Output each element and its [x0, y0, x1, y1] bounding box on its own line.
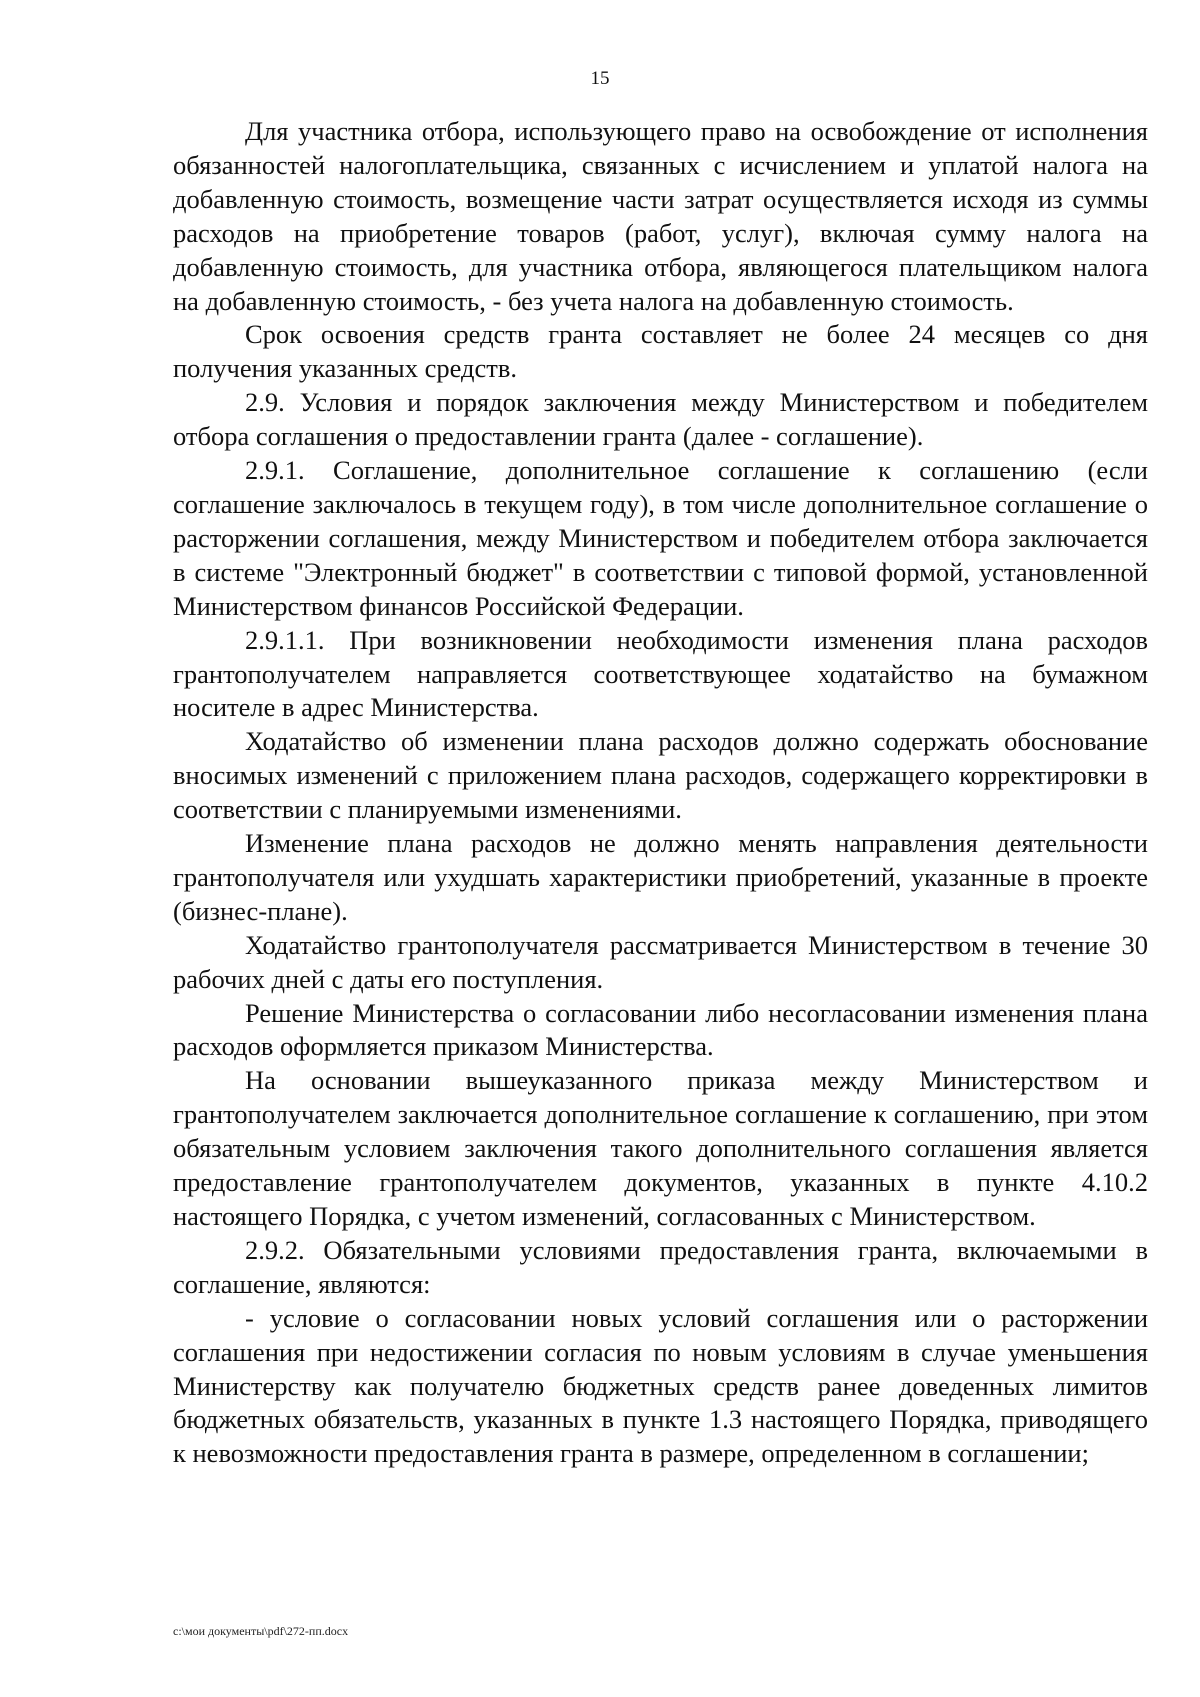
- paragraph-additional-agreement: На основании вышеуказанного приказа между Министерством и грантополучателем заключается дополнительное соглашение к соглашению, при этом обязательным условием заключения такого дополнительного соглашения является предоставление грантополучателем документов, указанных в пункте 4.10.2 настоящего Порядка, с учетом изменений, согласованных с Министерством.: [173, 1065, 1148, 1231]
- paragraph-2-9-1-1: 2.9.1.1. При возникновении необходимости изменения плана расходов грантополучателем направляется соответствующее ходатайство на бумажном носителе в адрес Министерства.: [173, 624, 1148, 723]
- paragraph-vat-reimbursement: Для участника отбора, использующего право на освобождение от исполнения обязанностей налогоплательщика, связанных с исчислением и уплатой налога на добавленную стоимость, возмещение части затрат осуществляется исходя из суммы расходов на приобретение товаров (работ, услуг), включая сумму налога на добавленную стоимость, для участника отбора, являющегося плательщиком налога на добавленную стоимость, - без учета налога на добавленную стоимость.: [173, 116, 1148, 316]
- paragraph-2-9-1: 2.9.1. Соглашение, дополнительное соглашение к соглашению (если соглашение заключалось в текущем году), в том числе дополнительное соглашение о расторжении соглашения, между Министерством и победителем отбора заключается в системе "Электронный бюджет" в соответствии с типовой формой, установленной Министерством финансов Российской Федерации.: [173, 455, 1148, 621]
- paragraph-review-period: Ходатайство грантополучателя рассматривается Министерством в течение 30 рабочих дней с даты его поступления.: [173, 929, 1148, 994]
- paragraph-petition-content: Ходатайство об изменении плана расходов должно содержать обоснование вносимых изменений с приложением плана расходов, содержащего корректировки в соответствии с планируемыми изменениями.: [173, 726, 1148, 825]
- paragraph-2-9: 2.9. Условия и порядок заключения между Министерством и победителем отбора соглашения о предоставлении гранта (далее - соглашение).: [173, 387, 1148, 452]
- paragraph-condition-limits: - условие о согласовании новых условий соглашения или о расторжении соглашения при недостижении согласия по новым условиям в случае уменьшения Министерству как получателю бюджетных средств ранее доведенных лимитов бюджетных обязательств, указанных в пункте 1.3 настоящего Порядка, приводящего к невозможности предоставления гранта в размере, определенном в соглашении;: [173, 1302, 1148, 1469]
- page-number: 15: [590, 68, 610, 89]
- footer-file-path: c:\мои документы\pdf\272-пп.docx: [173, 1624, 349, 1638]
- paragraph-plan-change-limits: Изменение плана расходов не должно менять направления деятельности грантополучателя или ухудшать характеристики приобретений, указанные в проекте (бизнес-плане).: [173, 828, 1148, 926]
- document-body: [173, 115, 1148, 1471]
- paragraph-decision: Решение Министерства о согласовании либо несогласовании изменения плана расходов оформляется приказом Министерства.: [173, 997, 1148, 1062]
- paragraph-grant-term: Срок освоения средств гранта составляет не более 24 месяцев со дня получения указанных средств.: [173, 319, 1148, 384]
- paragraph-2-9-2: 2.9.2. Обязательными условиями предоставления гранта, включаемыми в соглашение, являются:: [173, 1234, 1148, 1299]
